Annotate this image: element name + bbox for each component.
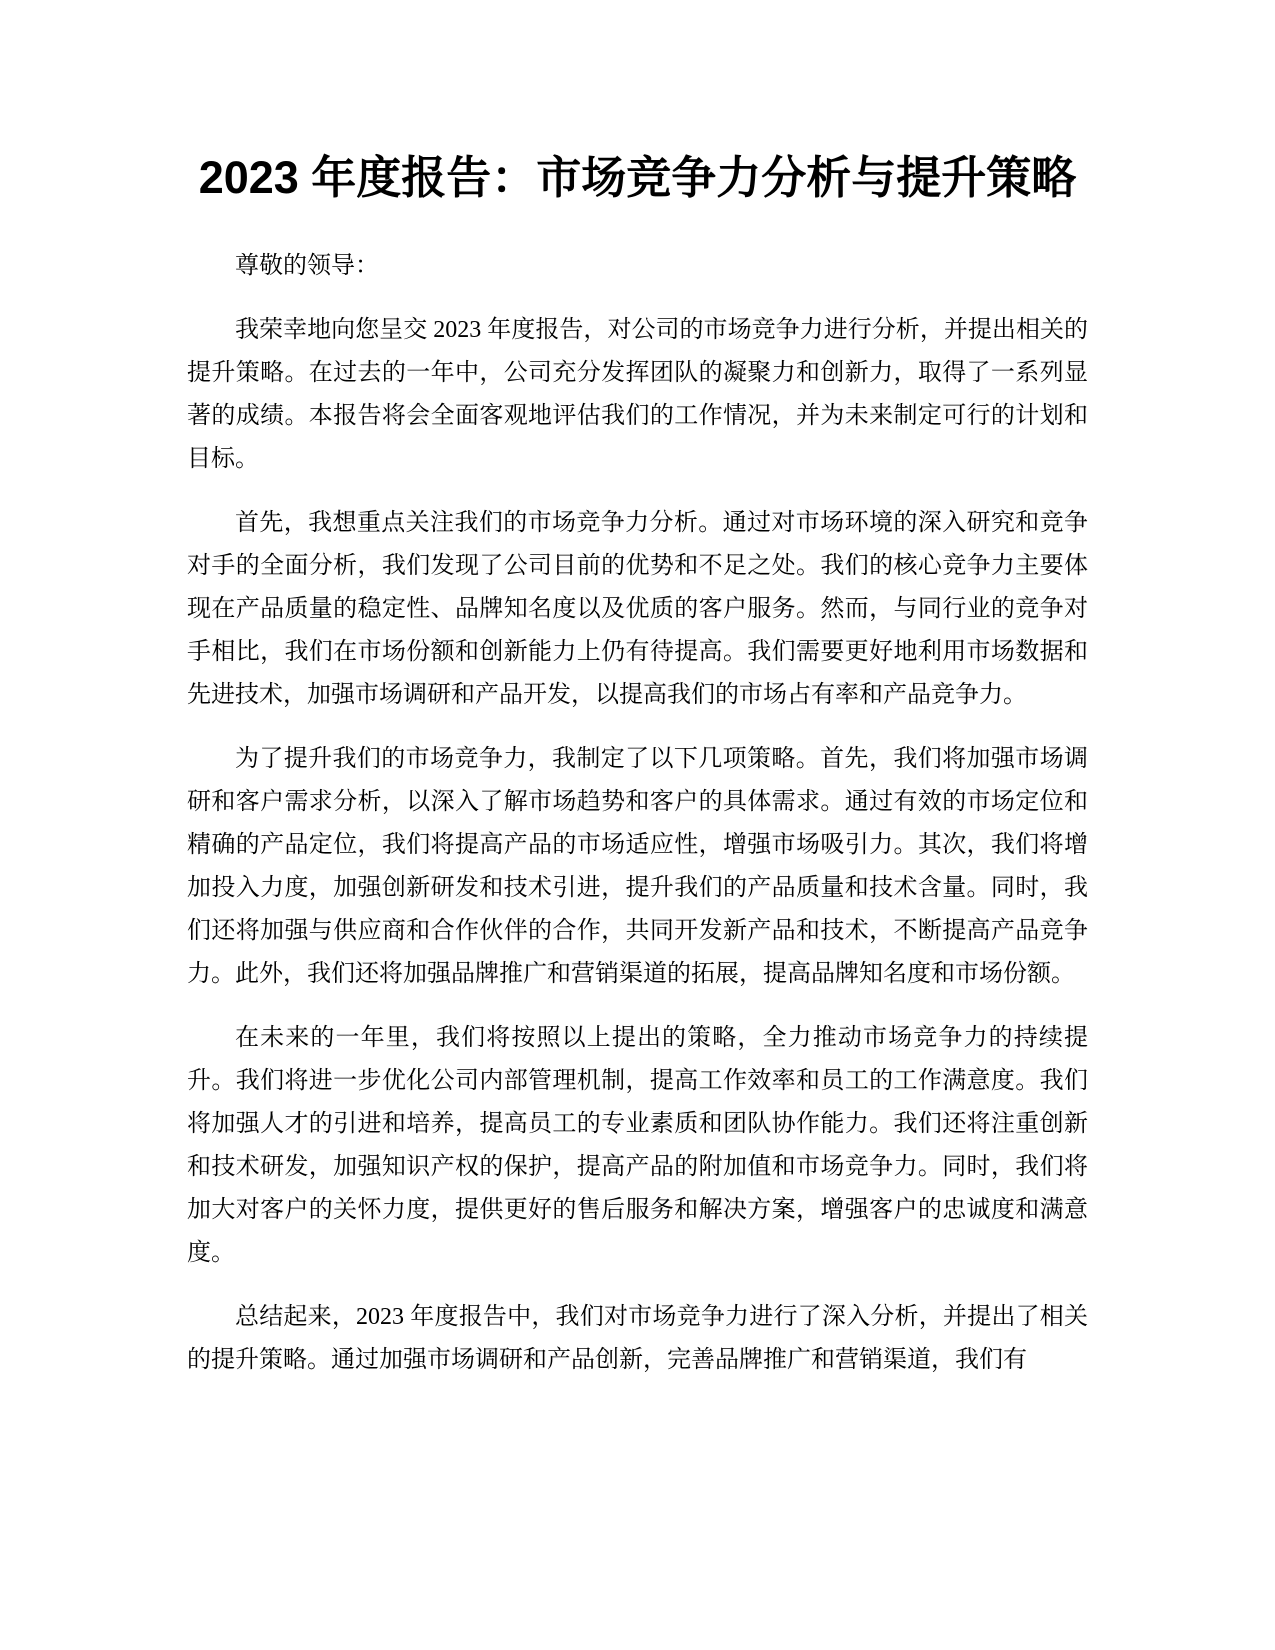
paragraph-intro: 我荣幸地向您呈交 2023 年度报告，对公司的市场竞争力进行分析，并提出相关的提升策略。在过去的一年中，公司充分发挥团队的凝聚力和创新力，取得了一系列显著的成绩。本报告将会全面客观地评估我们的工作情况，并为未来制定可行的计划和目标。: [187, 317, 1088, 472]
paragraph-analysis: 首先，我想重点关注我们的市场竞争力分析。通过对市场环境的深入研究和竞争对手的全面分析，我们发现了公司目前的优势和不足之处。我们的核心竞争力主要体现在产品质量的稳定性、品牌知名度以及优质的客户服务。然而，与同行业的竞争对手相比，我们在市场份额和创新能力上仍有待提高。我们需要更好地利用市场数据和先进技术，加强市场调研和产品开发，以提高我们的市场占有率和产品竞争力。: [187, 510, 1088, 708]
document-title: 2023 年度报告：市场竞争力分析与提升策略: [198, 152, 1077, 203]
paragraph-strategy: 为了提升我们的市场竞争力，我制定了以下几项策略。首先，我们将加强市场调研和客户需求分析，以深入了解市场趋势和客户的具体需求。通过有效的市场定位和精确的产品定位，我们将提高产品的市场适应性，增强市场吸引力。其次，我们将增加投入力度，加强创新研发和技术引进，提升我们的产品质量和技术含量。同时，我们还将加强与供应商和合作伙伴的合作，共同开发新产品和技术，不断提高产品竞争力。此外，我们还将加强品牌推广和营销渠道的拓展，提高品牌知名度和市场份额。: [187, 746, 1088, 987]
greeting: 尊敬的领导：: [235, 253, 379, 279]
paragraph-summary: 总结起来，2023 年度报告中，我们对市场竞争力进行了深入分析，并提出了相关的提升策略。通过加强市场调研和产品创新，完善品牌推广和营销渠道，我们有: [187, 1304, 1088, 1373]
document-body: [187, 245, 1088, 1403]
paragraph-plan: 在未来的一年里，我们将按照以上提出的策略，全力推动市场竞争力的持续提升。我们将进一步优化公司内部管理机制，提高工作效率和员工的工作满意度。我们将加强人才的引进和培养，提高员工的专业素质和团队协作能力。我们还将注重创新和技术研发，加强知识产权的保护，提高产品的附加值和市场竞争力。同时，我们将加大对客户的关怀力度，提供更好的售后服务和解决方案，增强客户的忠诚度和满意度。: [187, 1025, 1088, 1266]
